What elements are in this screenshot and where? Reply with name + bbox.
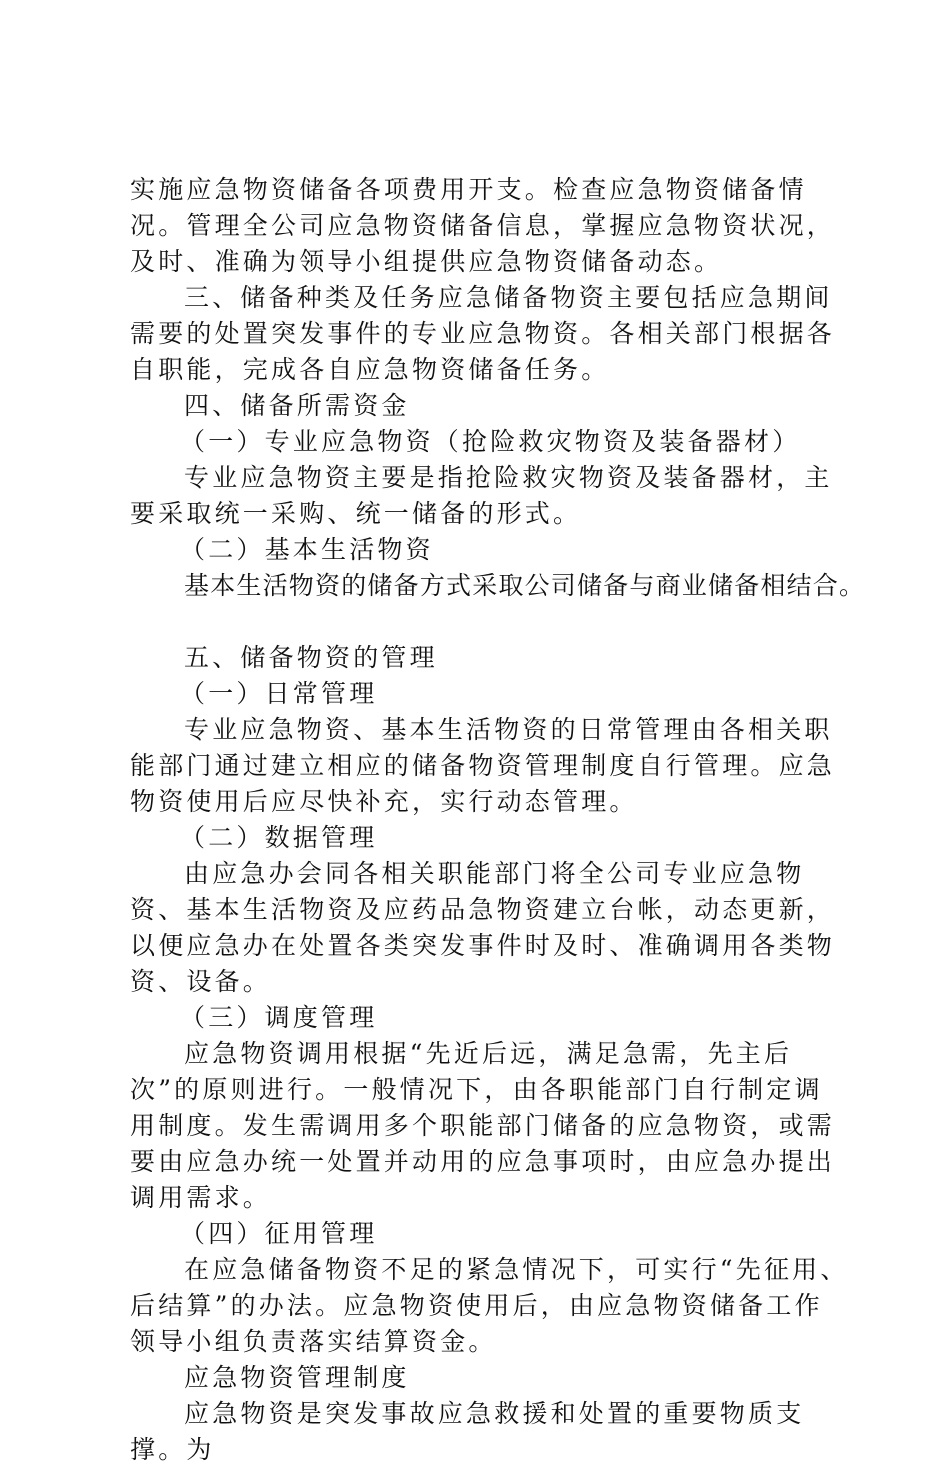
document-body: [130, 172, 866, 1468]
paragraph-gap: [130, 604, 850, 640]
paragraph-data-management: 由应急办会同各相关职能部门将全公司专业应急物资、基本生活物资及应药品急物资建立台帐，动态更新，以便应急办在处置各类突发事件时及时、准确调用各类物资、设备。: [130, 859, 836, 996]
heading-reserve-funding: 四、储备所需资金: [184, 391, 410, 420]
heading-reserve-management: 五、储备物资的管理: [184, 643, 438, 672]
subheading-requisition-management: （四）征用管理: [180, 1219, 378, 1248]
paragraph-requisition-management: 在应急储备物资不足的紧急情况下，可实行“先征用、后结算”的办法。应急物资使用后，由应急物资储备工作领导小组负责落实结算资金。: [130, 1255, 849, 1356]
heading-materials-management-system: 应急物资管理制度: [184, 1363, 410, 1392]
subheading-professional-materials: （一）专业应急物资（抢险救灾物资及装备器材）: [180, 427, 801, 456]
paragraph-basic-living-materials: 基本生活物资的储备方式采取公司储备与商业储备相结合。: [184, 571, 866, 600]
subheading-dispatch-management: （三）调度管理: [180, 1003, 378, 1032]
paragraph-dispatch-management: 应急物资调用根据“先近后远，满足急需，先主后次”的原则进行。一般情况下，由各职能部门自行制定调用制度。发生需调用多个职能部门储备的应急物资，或需要由应急办统一处置并动用的应急事项时，由应急办提出调用需求。: [130, 1039, 836, 1212]
paragraph-materials-support: 应急物资是突发事故应急救援和处置的重要物质支撑。为: [130, 1399, 805, 1464]
paragraph-professional-materials: 专业应急物资主要是指抢险救灾物资及装备器材，主要采取统一采购、统一储备的形式。: [130, 463, 833, 528]
subheading-basic-living-materials: （二）基本生活物资: [180, 535, 434, 564]
subheading-data-management: （二）数据管理: [180, 823, 378, 852]
paragraph-reserve-types-tasks: 三、储备种类及任务应急储备物资主要包括应急期间需要的处置突发事件的专业应急物资。各相关部门根据各自职能，完成各自应急物资储备任务。: [130, 283, 836, 384]
paragraph-daily-management: 专业应急物资、基本生活物资的日常管理由各相关职能部门通过建立相应的储备物资管理制度自行管理。应急物资使用后应尽快补充，实行动态管理。: [130, 715, 836, 816]
subheading-daily-management: （一）日常管理: [180, 679, 378, 708]
paragraph-expense-management: 实施应急物资储备各项费用开支。检查应急物资储备情况。管理全公司应急物资储备信息，掌握应急物资状况，及时、准确为领导小组提供应急物资储备动态。: [130, 175, 836, 276]
